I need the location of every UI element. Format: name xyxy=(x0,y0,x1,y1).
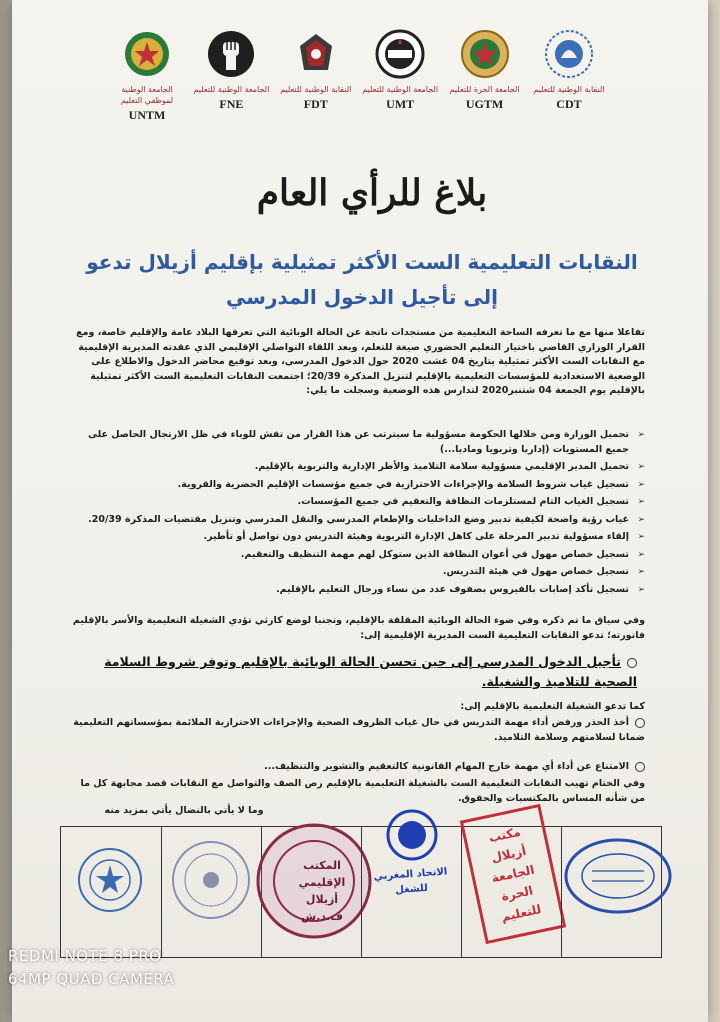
points-list xyxy=(67,428,645,600)
list-item: ➢ غياب رؤية واضحة لكيفية تدبير وضع الداخليات والإطعام المدرسي والنقل المدرسي وتنزيل مقتضيات المذكرة 20/39. xyxy=(67,513,645,528)
circle-bullet-icon xyxy=(627,658,637,668)
document-page xyxy=(12,0,708,1022)
call-intro: كما تدعو الشغيلة التعليمية بالإقليم إلى: xyxy=(460,701,645,712)
union-abbr: FNE xyxy=(219,97,244,111)
list-item: ➢ تحميل الوزارة ومن خلالها الحكومة مسؤولية ما سيترتب عن هذا القرار من تفش للوباء في ظل الارتجال الحاصل على جميع المستويات (إداريا وتربويا وماديا...) xyxy=(67,428,645,457)
union-name: الجامعة الوطنية للتعليم xyxy=(193,85,270,94)
union-name: النقابة الوطنية للتعليم xyxy=(533,85,605,94)
list-item: ➢ تسجيل خصاص مهول في هيئة التدريس. xyxy=(67,565,645,580)
union-abbr: FDT xyxy=(303,97,328,111)
umt-stamp-icon xyxy=(384,807,440,863)
union-name: الجامعة الوطنية للتعليم xyxy=(362,85,439,94)
cdt-emblem-icon xyxy=(543,28,595,80)
signature-cell xyxy=(461,824,561,957)
call-item-text: أخذ الحذر ورفض أداء مهمة التدريس في حال غياب الظروف الصحية والإجراءات الاحترازية الملائمة بمؤسساتهم التعليمية ضمانا لسلامتهم وسلامة التلاميذ. xyxy=(73,717,645,743)
union-logo xyxy=(530,28,608,153)
signature-table xyxy=(60,826,662,958)
list-item: ➢ إلقاء مسؤولية تدبير المرحلة على كاهل الإدارة التربوية وهيئة التدريس دون تواصل أو تأطير. xyxy=(67,530,645,545)
intro-paragraph: تفاعلا منها مع ما تعرفه الساحة التعليمية من مستجدات ناتجة عن الحالة الوبائية التي تعرفها البلاد عامة والإقليم خاصة، ومع القرار الوزاري القاضي باختيار التعليم الحضوري صيغة للتعلم، وبعد اللقاء التواصلي الإقليمي الذي عقدته المديرية الإقليمية مع النقابات الست الأكثر تمثيلية بتاريخ 04 غشت 2020 حول الدخول المدرسي، وبعد توقيع محاضر الدخول والاطلاع على الوضعية الاستعدادية للمؤسسات التعليمية بالإقليم لتنزيل المذكرة 20/39؛ اجتمعت النقابات التعليمية الست الأكثر تمثيلية بالإقليم يوم الجمعة 04 شتنبر2020 لتدارس هذه الوضعية وسجلت ما يلي: xyxy=(76,327,645,396)
list-item: ➢ تسجيل خصاص مهول في أعوان النظافة الذين ستوكل لهم مهمة التنظيف والتعقيم. xyxy=(67,548,645,563)
union-abbr: UMT xyxy=(386,97,415,111)
union-logos-row xyxy=(108,28,608,153)
circle-bullet-icon xyxy=(635,762,645,772)
fdt-emblem-icon xyxy=(290,28,342,80)
union-logo xyxy=(361,28,439,153)
ugtm-emblem-icon xyxy=(459,28,511,80)
main-demand xyxy=(67,652,637,692)
list-item: ➢ تسجيل الغياب التام لمستلزمات النظافة والتعقيم في جميع المؤسسات. xyxy=(67,495,645,510)
headline-line-1: النقابات التعليمية الست الأكثر تمثيلية بإقليم أزيلال تدعو xyxy=(86,250,638,274)
signature-cell xyxy=(261,827,361,957)
umt-emblem-icon xyxy=(374,28,426,80)
fdt-stamp-text xyxy=(282,857,362,925)
union-logo xyxy=(192,28,270,153)
call-item-1 xyxy=(67,716,645,745)
watermark-line-2: 64MP QUAD CAMERA xyxy=(8,970,175,988)
circle-bullet-icon xyxy=(635,718,645,728)
union-name: الجامعة الوطنية لموظفي التعليم xyxy=(120,85,174,105)
signature-cell xyxy=(161,827,261,957)
stamp-line: ف.د.ش xyxy=(301,910,343,923)
union-logo xyxy=(277,28,355,153)
untm-stamp-icon xyxy=(75,845,145,915)
untm-emblem-icon xyxy=(121,28,173,80)
list-item: ➢ تسجيل غياب شروط السلامة والإجراءات الاحترازية في جميع مؤسسات الإقليم الحضرية والقروية. xyxy=(67,478,645,493)
list-item: ➢ تحميل المدير الإقليمي مسؤولية سلامة التلاميذ والأطر الإدارية والتربوية بالإقليم. xyxy=(67,460,645,475)
call-item-text: الامتناع عن أداء أي مهمة خارج المهام القانونية كالتعقيم والتشوير والتنظيف... xyxy=(264,761,629,772)
headline-line-2: إلى تأجيل الدخول المدرسي xyxy=(226,285,498,309)
stamp-line: أزيلال xyxy=(305,893,339,906)
union-abbr: UNTM xyxy=(128,108,166,122)
umt-stamp-text: الاتحاد المغربي للشغل xyxy=(373,866,448,897)
signature-cell xyxy=(61,827,161,957)
call-item-2 xyxy=(67,760,645,775)
union-logo xyxy=(108,28,186,153)
union-name: النقابة الوطنية للتعليم xyxy=(280,85,352,94)
stamp-line: المكتب الإقليمي xyxy=(298,859,346,889)
followup-paragraph: وفي سياق ما تم ذكره وفي ضوء الحالة الوبائية المقلقة بالإقليم، وتجنبا لوضع كارثي تؤدي الشغيلة التعليمية والأسر بالإقليم فاتورته؛ تدعو النقابات التعليمية الست المديرية الإقليمية إلى: xyxy=(72,615,645,641)
fne-fist-icon xyxy=(205,28,257,80)
union-logo xyxy=(446,28,524,153)
union-abbr: UGTM xyxy=(465,97,504,111)
cdt-stamp-icon xyxy=(562,835,674,917)
signature-cell xyxy=(561,827,661,957)
closing-motto: وما لا يأتي بالنضال يأتي بمزيد منه xyxy=(104,805,264,816)
document-title: بلاغ للرأي العام xyxy=(256,172,488,214)
closing-paragraph: وفي الختام تهيب النقابات التعليمية الست بالشغيلة التعليمية بالإقليم رص الصف والتواصل مع النقابات قصد مجابهة كل ما من شأنه المساس بالمكتسبات والحقوق. xyxy=(80,778,645,804)
watermark-line-1: REDMI NOTE 8 PRO xyxy=(8,947,162,965)
ugtm-stamp xyxy=(460,804,566,944)
fne-stamp-icon xyxy=(168,837,254,923)
signature-cell xyxy=(361,827,461,957)
union-abbr: CDT xyxy=(556,97,582,111)
list-item: ➢ تسجيل تأكد إصابات بالفيروس بصفوف عدد من نساء ورجال التعليم بالإقليم. xyxy=(67,583,645,598)
main-demand-text: تأجيل الدخول المدرسي إلى حين تحسن الحالة الوبائية بالإقليم وتوفر شروط السلامة الصحية للتلاميذ والشغيلة. xyxy=(104,654,637,689)
camera-watermark xyxy=(8,945,174,991)
union-name: الجامعة الحرة للتعليم xyxy=(449,85,520,94)
ugtm-stamp-text: مكتب أزيلال الجامعة الحرة للتعليم xyxy=(487,824,543,925)
